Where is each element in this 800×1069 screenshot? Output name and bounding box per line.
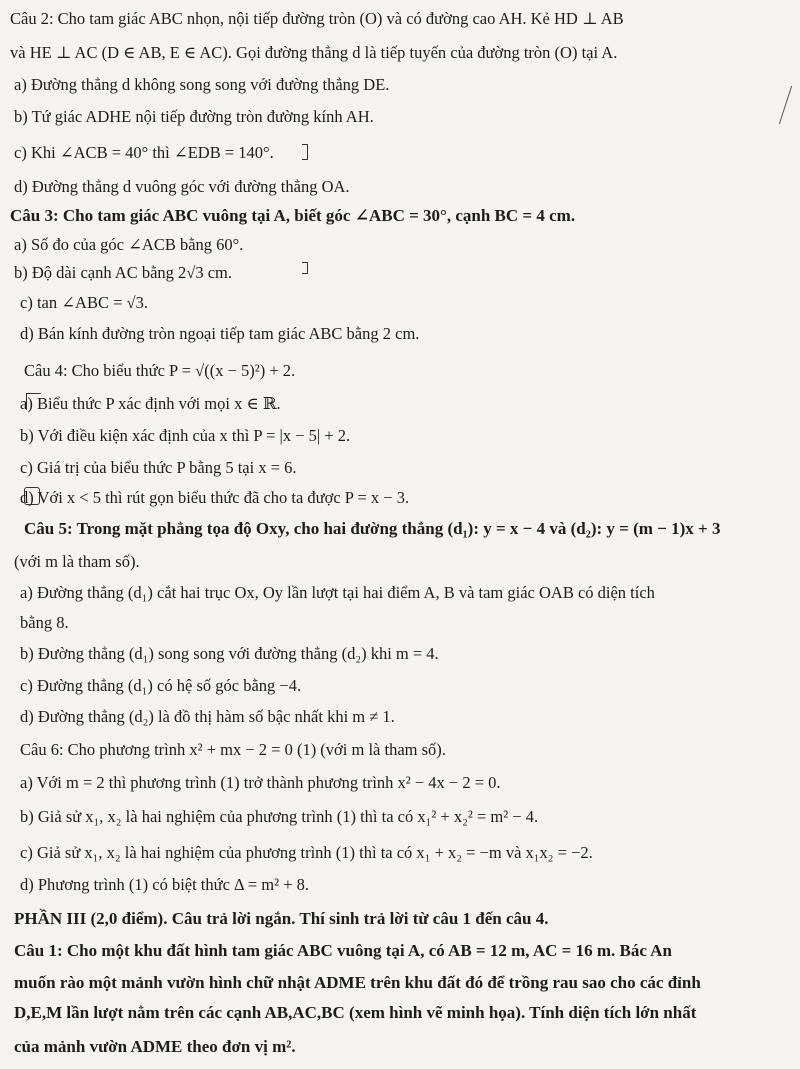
q4-option-c: c) Giá trị của biểu thức P bằng 5 tại x = 6. xyxy=(20,458,297,477)
q2-option-c: c) Khi ∠ACB = 40° thì ∠EDB = 140°. xyxy=(14,143,274,162)
q3-option-d: d) Bán kính đường tròn ngoại tiếp tam giác ABC bằng 2 cm. xyxy=(20,324,420,343)
q2-option-b: b) Tứ giác ADHE nội tiếp đường tròn đường kính AH. xyxy=(14,107,374,126)
q2-option-d: d) Đường thẳng d vuông góc với đường thẳng OA. xyxy=(14,177,350,196)
q5-line-1: Câu 5: Trong mặt phẳng tọa độ Oxy, cho hai đường thẳng (d₁): y = x − 4 và (d₂): y = (m − 1)x + 3 xyxy=(24,519,721,538)
pen-box-mark xyxy=(26,393,41,410)
part3-q1-line-2: muốn rào một mảnh vườn hình chữ nhật ADME trên khu đất đó để trồng rau sao cho các đỉnh xyxy=(14,973,701,992)
q6-option-b: b) Giả sử x₁, x₂ là hai nghiệm của phương trình (1) thì ta có x₁² + x₂² = m² − 4. xyxy=(20,807,539,826)
pen-bracket-mark xyxy=(302,262,308,274)
part3-q1-line-3: D,E,M lần lượt nằm trên các cạnh AB,AC,BC (xem hình vẽ minh họa). Tính diện tích lớn nhất xyxy=(14,1003,697,1022)
q5-option-c: c) Đường thẳng (d₁) có hệ số góc bằng −4. xyxy=(20,676,302,695)
q2-line-2: và HE ⊥ AC (D ∈ AB, E ∈ AC). Gọi đường thẳng d là tiếp tuyến của đường tròn (O) tại A. xyxy=(10,43,618,62)
q4-option-a: a) Biểu thức P xác định với mọi x ∈ ℝ. xyxy=(20,394,281,413)
q6-option-d: d) Phương trình (1) có biệt thức Δ = m² + 8. xyxy=(20,875,309,894)
part3-q1-line-1: Câu 1: Cho một khu đất hình tam giác ABC vuông tại A, có AB = 12 m, AC = 16 m. Bác An xyxy=(14,941,672,960)
q3-option-c: c) tan ∠ABC = √3. xyxy=(20,293,148,312)
q5-option-a-line-2: bằng 8. xyxy=(20,613,69,632)
q2-option-a: a) Đường thẳng d không song song với đường thẳng DE. xyxy=(14,75,390,94)
q3-option-b: b) Độ dài cạnh AC bằng 2√3 cm. xyxy=(14,263,233,282)
q6-line-1: Câu 6: Cho phương trình x² + mx − 2 = 0 (1) (với m là tham số). xyxy=(20,740,446,759)
pen-bracket-mark xyxy=(302,144,308,160)
q4-option-b: b) Với điều kiện xác định của x thì P = |x − 5| + 2. xyxy=(20,426,351,445)
q3-line-1: Câu 3: Cho tam giác ABC vuông tại A, biết góc ∠ABC = 30°, cạnh BC = 4 cm. xyxy=(10,206,576,225)
q2-line-1: Câu 2: Cho tam giác ABC nhọn, nội tiếp đường tròn (O) và có đường cao AH. Kẻ HD ⊥ AB xyxy=(10,9,624,28)
q5-option-a-line-1: a) Đường thẳng (d₁) cắt hai trục Ox, Oy lần lượt tại hai điểm A, B và tam giác OAB có diện tích xyxy=(20,583,655,602)
q5-option-b: b) Đường thẳng (d₁) song song với đường thẳng (d₂) khi m = 4. xyxy=(20,644,439,663)
pen-box-mark xyxy=(24,487,40,505)
q6-option-a: a) Với m = 2 thì phương trình (1) trở thành phương trình x² − 4x − 2 = 0. xyxy=(20,773,501,792)
q3-option-a: a) Số đo của góc ∠ACB bằng 60°. xyxy=(14,235,244,254)
q6-option-c: c) Giả sử x₁, x₂ là hai nghiệm của phương trình (1) thì ta có x₁ + x₂ = −m và x₁x₂ = −2. xyxy=(20,843,593,862)
q4-line-1: Câu 4: Cho biểu thức P = √((x − 5)²) + 2. xyxy=(24,361,296,380)
pen-stroke-mark xyxy=(779,86,792,124)
part3-q1-line-4: của mảnh vườn ADME theo đơn vị m². xyxy=(14,1037,296,1056)
q5-line-2: (với m là tham số). xyxy=(14,552,140,571)
q5-option-d: d) Đường thẳng (d₂) là đồ thị hàm số bậc nhất khi m ≠ 1. xyxy=(20,707,395,726)
part3-title: PHẦN III (2,0 điểm). Câu trả lời ngắn. Thí sinh trả lời từ câu 1 đến câu 4. xyxy=(14,909,549,928)
q4-option-d: d) Với x < 5 thì rút gọn biểu thức đã cho ta được P = x − 3. xyxy=(20,488,410,507)
